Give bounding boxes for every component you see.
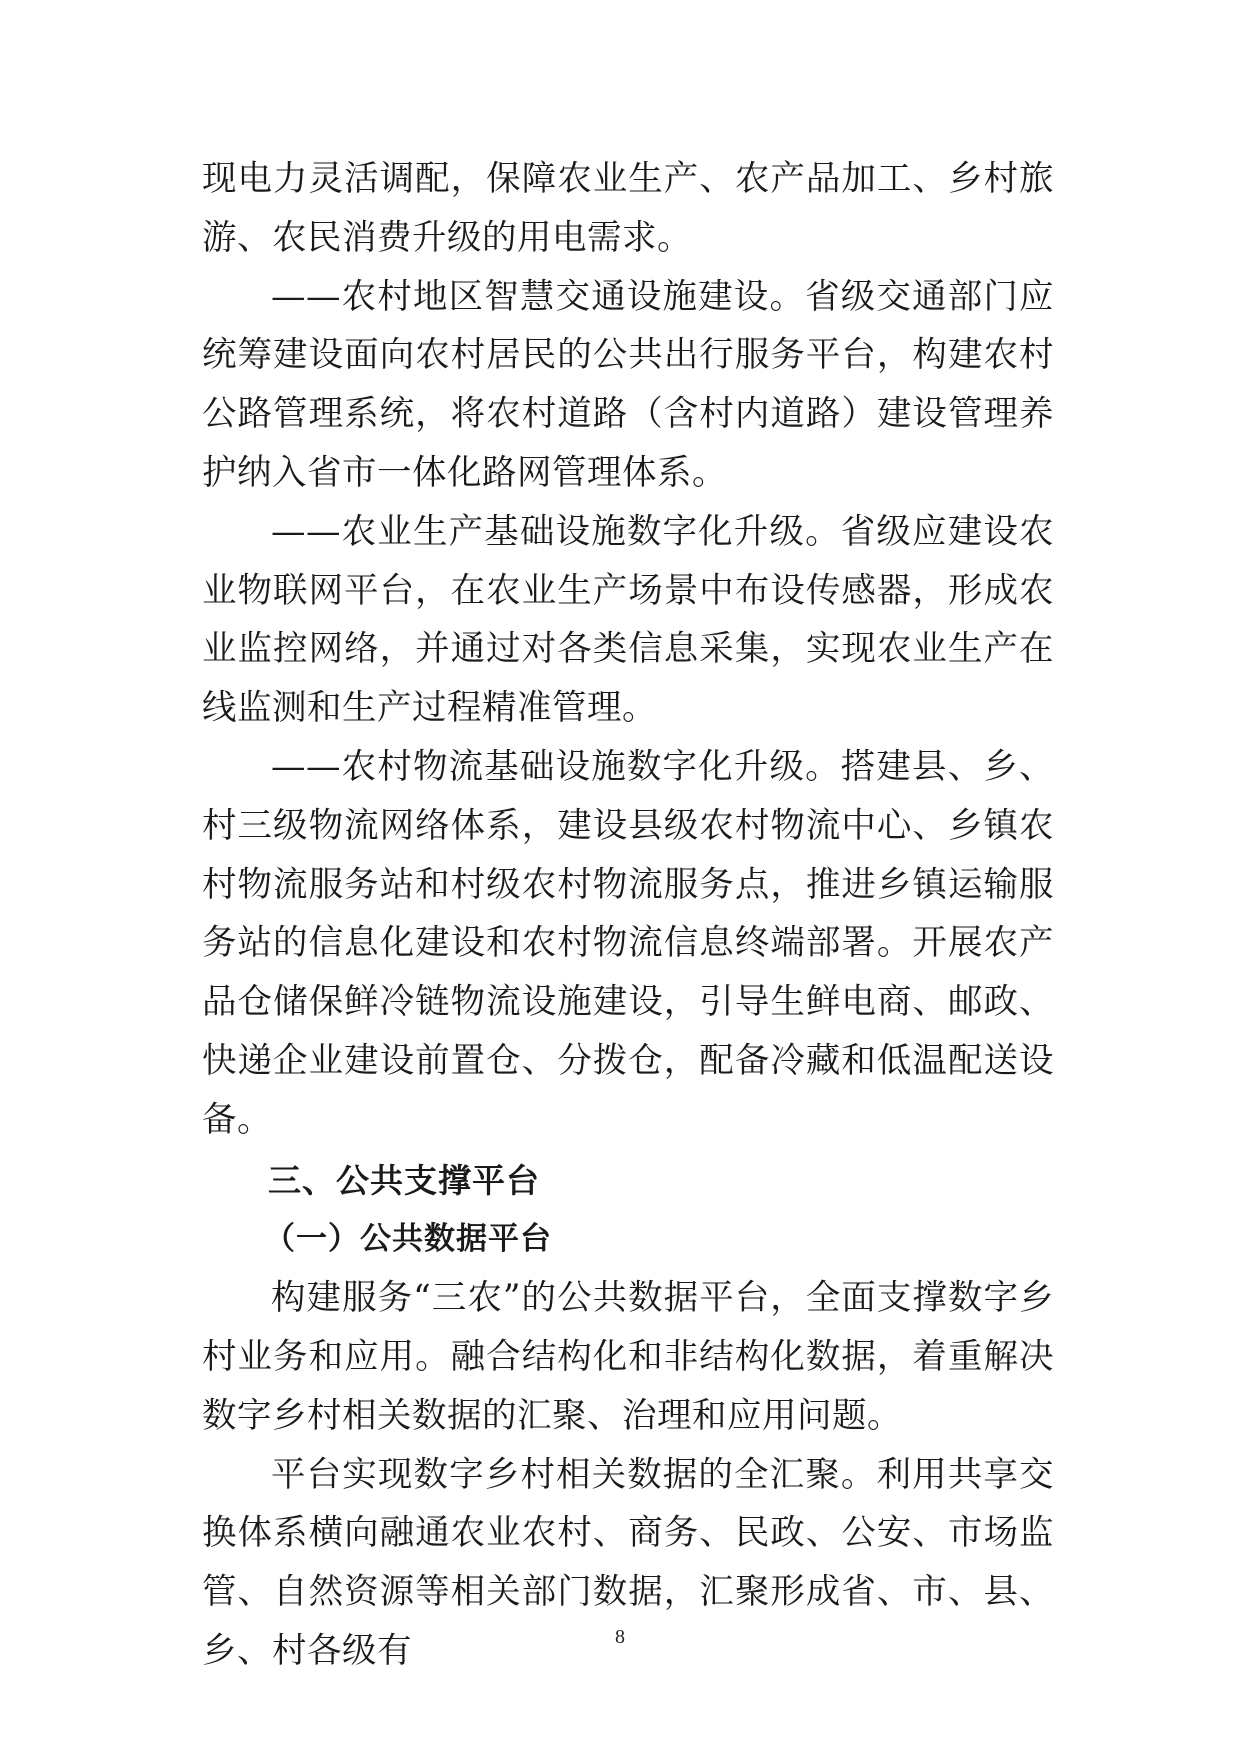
subsection-heading: （一）公共数据平台 [264,1221,552,1258]
paragraph-agri-infrastructure: ——农业生产基础设施数字化升级。省级应建设农业物联网平台，在农业生产场景中布设传感器，形成农业监控网络，并通过对各类信息采集，实现农业生产在线监测和生产过程精准管理。 [202,511,1054,729]
section-heading: 三、公共支撑平台 [268,1160,540,1200]
document-page [202,150,1054,1681]
paragraph-continuation: 现电力灵活调配，保障农业生产、农产品加工、乡村旅游、农民消费升级的用电需求。 [202,159,1054,258]
paragraph-public-data-platform: 构建服务“三农”的公共数据平台，全面支撑数字乡村业务和应用。融合结构化和非结构化数据，着重解决数字乡村相关数据的汇聚、治理和应用问题。 [202,1278,1054,1436]
paragraph-data-aggregation: 平台实现数字乡村相关数据的全汇聚。利用共享交换体系横向融通农业农村、商务、民政、公安、市场监管、自然资源等相关部门数据，汇聚形成省、市、县、乡、村各级有 [202,1454,1054,1671]
paragraph-rural-logistics: ——农村物流基础设施数字化升级。搭建县、乡、村三级物流网络体系，建设县级农村物流中心、乡镇农村物流服务站和村级农村物流服务点，推进乡镇运输服务站的信息化建设和农村物流信息终端部署。开展农产品仓储保鲜冷链物流设施建设，引导生鲜电商、邮政、快递企业建设前置仓、分拨仓，配备冷藏和低温配送设备。 [202,746,1054,1140]
paragraph-smart-transport: ——农村地区智慧交通设施建设。省级交通部门应统筹建设面向农村居民的公共出行服务平台，构建农村公路管理系统，将农村道路（含村内道路）建设管理养护纳入省市一体化路网管理体系。 [202,276,1054,493]
page-number: 8 [615,1626,625,1648]
